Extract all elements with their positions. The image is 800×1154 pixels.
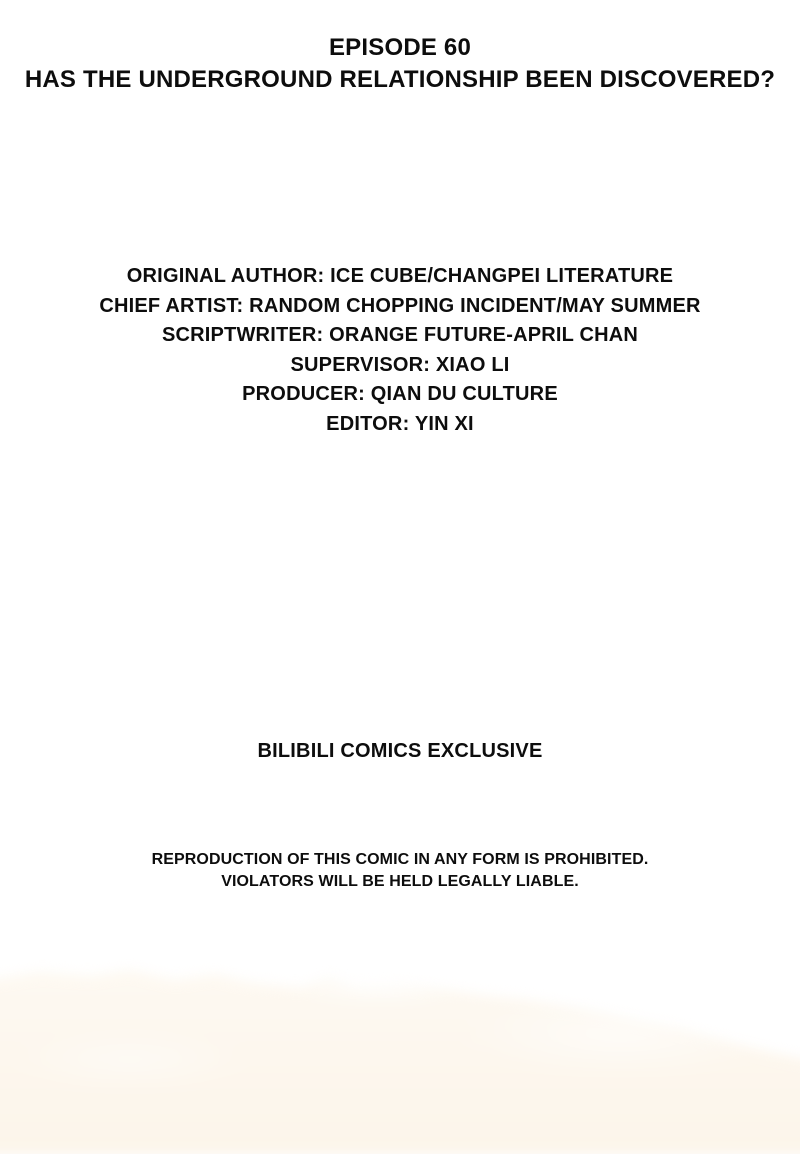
credit-line-supervisor: SUPERVISOR: XIAO LI: [290, 353, 510, 376]
credits-block: [0, 262, 800, 439]
episode-name: HAS THE UNDERGROUND RELATIONSHIP BEEN DISCOVERED?: [24, 66, 776, 93]
exclusive-label: BILIBILI COMICS EXCLUSIVE: [257, 740, 543, 762]
credit-line-original-author: ORIGINAL AUTHOR: ICE CUBE/CHANGPEI LITERATURE: [126, 265, 674, 287]
warning-line-prohibited: REPRODUCTION OF THIS COMIC IN ANY FORM IS PROHIBITED.: [151, 851, 649, 868]
next-panel-fade: [0, 940, 800, 1154]
cream-art-shape: [0, 940, 800, 1154]
credit-line-producer: PRODUCER: QIAN DU CULTURE: [242, 383, 558, 405]
warning-line-liable: VIOLATORS WILL BE HELD LEGALLY LIABLE.: [221, 873, 579, 890]
episode-number: EPISODE 60: [328, 34, 472, 61]
credit-line-chief-artist: CHIEF ARTIST: RANDOM CHOPPING INCIDENT/MAY SUMMER: [99, 294, 701, 317]
copyright-warning: [0, 849, 800, 893]
credit-line-scriptwriter: SCRIPTWRITER: ORANGE FUTURE-APRIL CHAN: [161, 324, 639, 346]
episode-title: [0, 32, 800, 96]
credit-line-editor: EDITOR: YIN XI: [326, 412, 474, 435]
